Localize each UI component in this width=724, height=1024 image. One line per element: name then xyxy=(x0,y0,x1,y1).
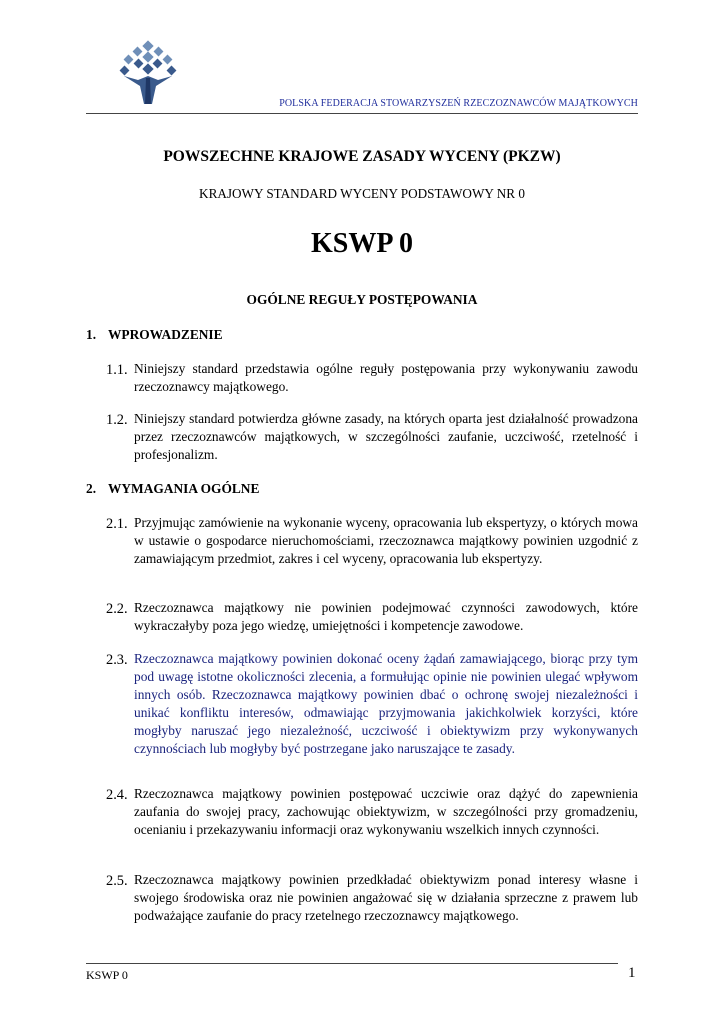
document-code: KSWP 0 xyxy=(311,228,413,259)
paragraph-text: Rzeczoznawca majątkowy powinien dokonać oceny żądań zamawiającego, biorąc przy tym pod uwagę istotne okoliczności zlecenia, a formułując opinie nie powinien ulegać wpływom innych osób. Rzeczoznawca majątkowy powinien dbać o ochronę swojej niezależności i unikać konfliktu interesów, odmawiając przyjmowania jakichkolwiek korzyści, które mogłyby naruszać jego niezależność, uczciwość i obiektywizm przy wykonywanych czynnościach lub mogłyby być postrzegane jako naruszające te zasady. xyxy=(134,651,638,756)
paragraph-text: Niniejszy standard przedstawia ogólne reguły postępowania przy wykonywaniu zawodu rzeczoznawcy majątkowego. xyxy=(134,361,638,394)
paragraph-number: 2.3. xyxy=(106,652,128,668)
paragraph xyxy=(106,785,638,839)
section-title: WPROWADZENIE xyxy=(108,327,223,342)
footer-divider xyxy=(86,963,618,964)
paragraph xyxy=(106,871,638,925)
document-topic: OGÓLNE REGUŁY POSTĘPOWANIA xyxy=(246,292,478,307)
paragraph-text: Przyjmując zamówienie na wykonanie wyceny, opracowania lub ekspertyzy, o których mowa w ustawie o gospodarce nieruchomościami, rzeczoznawca majątkowy powinien uzgodnić z zamawiającym przedmiot, zakres i cel wyceny, opracowania lub ekspertyzy. xyxy=(134,515,638,566)
section-number: 1. xyxy=(86,327,97,342)
paragraph-text: Niniejszy standard potwierdza główne zasady, na których oparta jest działalność prowadzona przez rzeczoznawców majątkowych, w szczególności zaufanie, uczciwość, rzetelność i profesjonalizm. xyxy=(134,411,638,462)
federation-logo-icon xyxy=(118,40,180,106)
header-organization: POLSKA FEDERACJA STOWARZYSZEŃ RZECZOZNAWCÓW MAJĄTKOWYCH xyxy=(279,98,638,109)
paragraph-text: Rzeczoznawca majątkowy nie powinien podejmować czynności zawodowych, które wykraczałyby poza jego wiedzę, umiejętności i kompetencje zawodowe. xyxy=(134,600,638,633)
footer-code: KSWP 0 xyxy=(86,968,128,982)
section-title: WYMAGANIA OGÓLNE xyxy=(108,481,260,496)
section-heading xyxy=(86,327,223,343)
paragraph xyxy=(106,514,638,568)
paragraph xyxy=(106,410,638,464)
section-number: 2. xyxy=(86,481,97,496)
document-subtitle: KRAJOWY STANDARD WYCENY PODSTAWOWY NR 0 xyxy=(199,186,525,201)
paragraph-number: 1.1. xyxy=(106,362,128,378)
paragraph-text: Rzeczoznawca majątkowy powinien postępować uczciwie oraz dążyć do zapewnienia zaufania do swojej pracy, zachowując obiektywizm, w szczególności przy gromadzeniu, ocenianiu i przekazywaniu informacji oraz wykonywaniu wszelkich innych czynności. xyxy=(134,786,638,837)
document-main-title: POWSZECHNE KRAJOWE ZASADY WYCENY (PKZW) xyxy=(163,148,561,165)
paragraph-text: Rzeczoznawca majątkowy powinien przedkładać obiektywizm ponad interesy własne i swojego środowiska oraz nie powinien angażować się w działania sprzeczne z prawem lub podważające zaufanie do pracy rzetelnego rzeczoznawcy majątkowego. xyxy=(134,872,638,923)
section-heading xyxy=(86,481,259,497)
paragraph-number: 2.4. xyxy=(106,787,128,803)
paragraph xyxy=(106,360,638,396)
paragraph xyxy=(106,650,638,758)
paragraph-number: 2.2. xyxy=(106,601,128,617)
paragraph-number: 1.2. xyxy=(106,412,128,428)
paragraph xyxy=(106,599,638,635)
header-divider xyxy=(86,113,638,114)
page-number: 1 xyxy=(628,965,636,981)
paragraph-number: 2.1. xyxy=(106,516,128,532)
paragraph-number: 2.5. xyxy=(106,873,128,889)
